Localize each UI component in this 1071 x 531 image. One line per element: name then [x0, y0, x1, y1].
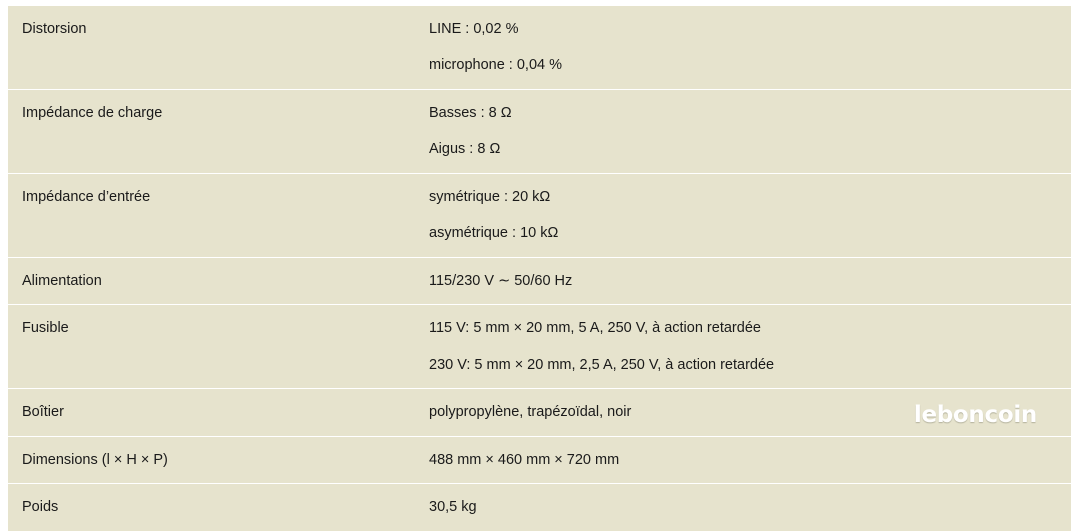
- specifications-table: [8, 6, 1071, 531]
- spec-value: [415, 305, 1071, 389]
- spec-value-line: microphone : 0,04 %: [429, 57, 562, 74]
- spec-value-line: polypropylène, trapézoïdal, noir: [429, 404, 632, 421]
- spec-value-line: 115 V: 5 mm × 20 mm, 5 A, 250 V, à action retardée: [429, 320, 761, 337]
- table-row: [8, 484, 1071, 531]
- spec-label: Boîtier: [8, 389, 415, 436]
- spec-value-line: symétrique : 20 kΩ: [429, 188, 551, 205]
- spec-value-line: Basses : 8 Ω: [429, 104, 512, 121]
- spec-label: Impédance de charge: [8, 89, 415, 173]
- spec-value-line: 115/230 V ∼ 50/60 Hz: [429, 272, 573, 289]
- spec-value-line: Aigus : 8 Ω: [429, 141, 501, 158]
- spec-label: Alimentation: [8, 257, 415, 304]
- spec-value: [415, 484, 1071, 531]
- watermark-logo: leboncoin: [913, 402, 1037, 428]
- spec-value-line: asymétrique : 10 kΩ: [429, 225, 559, 242]
- spec-value-line: 30,5 kg: [429, 499, 477, 516]
- spec-label: Poids: [8, 484, 415, 531]
- spec-value-line: LINE : 0,02 %: [429, 21, 519, 37]
- spec-value: [415, 257, 1071, 304]
- spec-label: Impédance d’entrée: [8, 173, 415, 257]
- table-row: [8, 389, 1071, 436]
- spec-value: [415, 6, 1071, 89]
- table-row: [8, 6, 1071, 89]
- spec-value: [415, 173, 1071, 257]
- spec-value: [415, 436, 1071, 483]
- spec-label: Dimensions (l × H × P): [8, 436, 415, 483]
- table-row: [8, 89, 1071, 173]
- spec-label: Fusible: [8, 305, 415, 389]
- spec-value: [415, 389, 1071, 436]
- spec-value-line: 488 mm × 460 mm × 720 mm: [429, 451, 620, 468]
- spec-value: [415, 89, 1071, 173]
- table-row: [8, 436, 1071, 483]
- specifications-table-body: [8, 6, 1071, 531]
- table-row: [8, 173, 1071, 257]
- table-row: [8, 305, 1071, 389]
- spec-value-line: 230 V: 5 mm × 20 mm, 2,5 A, 250 V, à action retardée: [429, 356, 775, 373]
- spec-label: Distorsion: [22, 21, 87, 37]
- table-row: [8, 257, 1071, 304]
